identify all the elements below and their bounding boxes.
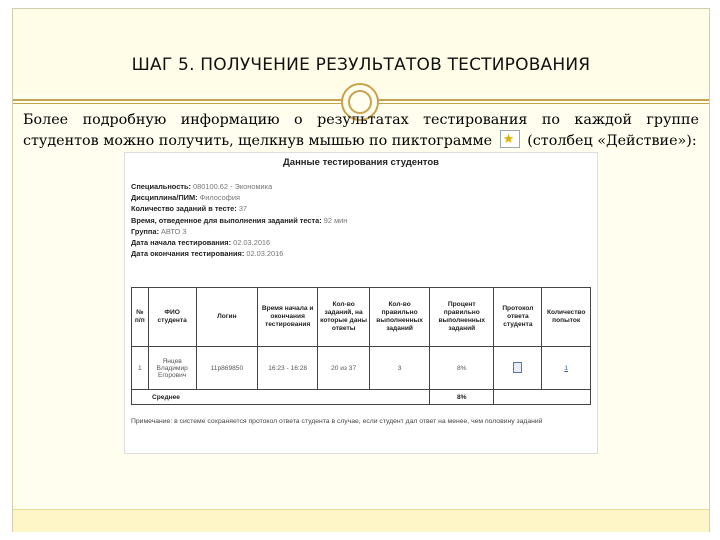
info-line: Дата окончания тестирования: 02.03.2016 [131, 249, 284, 259]
info-line: Специальность: 080100.62 - Экономика [131, 182, 273, 191]
average-value: 8% [430, 390, 494, 405]
col-header-time: Время начала и окончания тестирования [258, 288, 318, 347]
average-empty [494, 390, 591, 405]
col-header-attempts: Количество попыток [542, 288, 591, 347]
results-table [131, 287, 591, 405]
info-line: Группа: АВТО 3 [131, 226, 187, 236]
cell-protocol[interactable] [494, 347, 542, 390]
slide-title: ШАГ 5. ПОЛУЧЕНИЕ РЕЗУЛЬТАТОВ ТЕСТИРОВАНИЯ [131, 55, 591, 75]
screenshot-title: Данные тестирования студентов [283, 157, 439, 168]
table-row [132, 347, 591, 390]
body-text-before-icon: Более подробную информацию о результатах тестирования по каждой группе студентов можно получить, щелкнув мышью по пиктограмме [23, 112, 699, 149]
footer-bar [13, 509, 709, 532]
slide-header [13, 9, 709, 94]
info-line: Время, отведенное для выполнения заданий теста: 92 мин [131, 215, 348, 225]
col-header-num: № п/п [132, 288, 149, 347]
body-text-after-icon: (столбец «Действие»): [527, 133, 697, 149]
body-text [23, 111, 699, 151]
results-screenshot [124, 152, 598, 454]
col-header-correct: Кол-во правильно выполненных заданий [369, 288, 429, 347]
attempts-link[interactable]: 1 [564, 364, 569, 372]
document-icon[interactable] [513, 362, 522, 373]
cell-name: Янцев Владимир Егорович [148, 347, 196, 390]
info-line: Дисциплина/ПИМ: Философия [131, 193, 240, 203]
cell-login: 11р869850 [196, 347, 257, 390]
cell-attempts[interactable] [542, 347, 591, 390]
table-header-row [132, 288, 591, 347]
table-note: Примечание: в системе сохраняется протокол ответа студента в случае, если студент дал ответ на менее, чем половину заданий [131, 418, 543, 425]
cell-time: 16:23 - 16:28 [258, 347, 318, 390]
cell-percent: 8% [430, 347, 494, 390]
test-info [131, 181, 347, 259]
star-icon: ★ [500, 130, 520, 148]
col-header-percent: Процент правильно выполненных заданий [430, 288, 494, 347]
table-average-row [132, 390, 591, 405]
col-header-answered: Кол-во заданий, на которые даны ответы [318, 288, 370, 347]
cell-correct: 3 [369, 347, 429, 390]
cell-answered: 20 из 37 [318, 347, 370, 390]
col-header-name: ФИО студента [148, 288, 196, 347]
average-label: Среднее [132, 390, 430, 405]
col-header-login: Логин [196, 288, 257, 347]
info-line: Дата начала тестирования: 02.03.2016 [131, 238, 271, 248]
col-header-protocol: Протокол ответа студента [494, 288, 542, 347]
cell-num: 1 [132, 347, 149, 390]
info-line: Количество заданий в тесте: 37 [131, 204, 248, 214]
